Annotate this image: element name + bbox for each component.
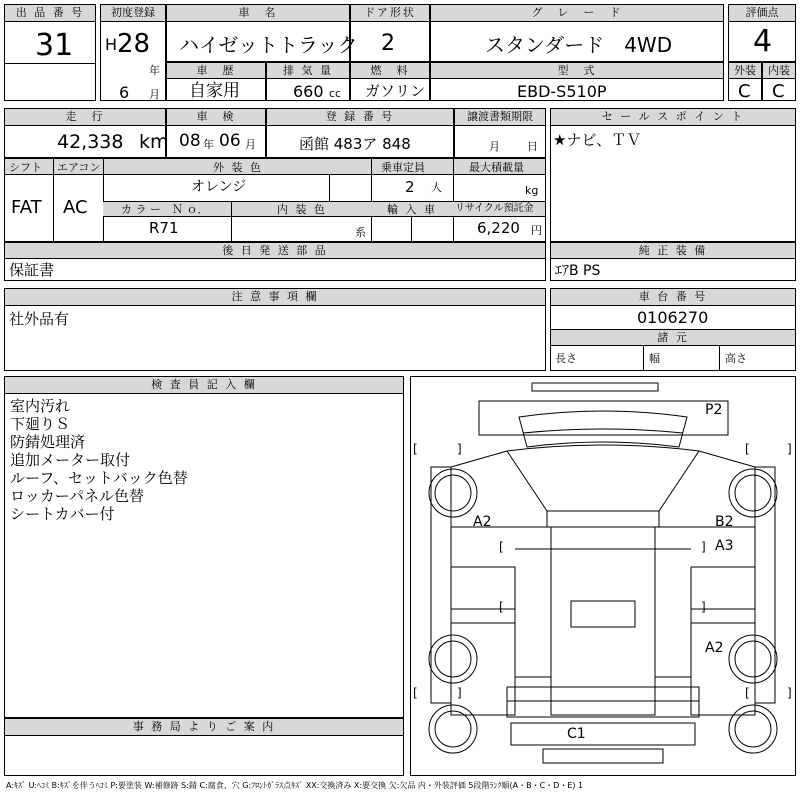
ac-value: AC [63,197,88,218]
spec-block [4,158,546,242]
interior-grade-box [762,62,796,101]
damage-diagram-box [410,376,796,776]
load-unit: kg [525,184,539,197]
import-label: 輸 入 車 [387,203,437,216]
mileage-box [4,108,169,158]
exterior-grade: C [738,81,751,102]
later-parts-label: 後 日 発 送 部 品 [5,243,545,259]
genuine-equipment-box [550,242,796,281]
door-label: ドア形状 [351,5,429,22]
svg-text:]: ] [701,540,706,554]
era: H [105,35,118,54]
svg-text:]: ] [701,600,706,614]
interior-grade: C [772,81,785,102]
svg-text:[: [ [499,600,504,614]
transfer-month-unit: 月 [489,140,500,153]
chassis-label: 車 台 番 号 [551,289,795,306]
inspection-month-unit: 月 [245,138,256,151]
later-parts-box [4,242,546,281]
score-box [728,4,796,62]
shift-label: シフト [9,161,42,174]
displacement-label: 排 気 量 [267,63,349,79]
length-label: 長さ [555,352,577,365]
inspection-label: 車 検 [167,109,265,126]
recycle-unit: 円 [531,224,542,237]
color-no-label: カ ラ ー Ｎ ｏ． [121,203,209,216]
first-reg-year: 28 [117,29,151,59]
grade-value: スタンダード 4WD [485,33,673,57]
model-label: 型 式 [431,63,723,79]
office-box [4,718,404,776]
chassis-box [550,288,796,371]
displacement-unit: cc [329,87,342,100]
mark-p2: P2 [705,402,723,418]
ac-label: エアコン [57,161,101,174]
capacity-unit: 人 [431,181,442,194]
mark-a3: A3 [715,538,734,554]
mileage-unit: km [139,131,169,153]
grade-label: グ レ ー ド [431,5,723,22]
width-label: 幅 [649,352,660,365]
car-name-box [166,4,358,62]
later-parts-value: 保証書 [9,261,55,279]
height-label: 高さ [725,352,747,365]
load-label: 最大積載量 [469,161,524,174]
int-color-unit: 系 [355,226,366,239]
chassis-number: 0106270 [637,308,709,327]
transfer-label: 譲渡書類期限 [455,109,545,126]
svg-text:[: [ [413,686,418,700]
dims-label: 諸 元 [551,330,795,346]
plate-label: 登 録 番 号 [267,109,453,126]
svg-text:[: [ [499,540,504,554]
history-value: 自家用 [189,81,240,101]
door-box [350,4,430,62]
inspection-year: 08 [179,131,201,151]
shift-value: FAT [11,197,42,218]
exterior-label: 外装 [729,63,761,79]
inspection-year-unit: 年 [203,138,214,151]
inspector-notes [10,397,188,523]
fuel-box [350,62,430,101]
displacement-value: 660 [293,82,324,101]
first-reg-label: 初度登録 [101,5,165,22]
year-unit: 年 [149,64,160,77]
inspector-note-line: ロッカーパネル色替 [10,487,144,505]
inspector-note-line: ルーフ、セットバック色替 [10,469,188,487]
mileage-label: 走 行 [5,109,165,126]
recycle-label: リサイクル預託金 [455,203,534,214]
door-value: 2 [381,31,395,56]
capacity-value: 2 [405,178,415,196]
svg-text:]: ] [457,686,462,700]
history-box [166,62,266,101]
int-color-label: 内 装 色 [277,203,327,216]
score-label: 評価点 [729,5,795,22]
inspection-box [166,108,266,158]
month-unit: 月 [149,88,160,101]
mileage-value: 42,338 [57,131,124,153]
truck-diagram [411,377,795,775]
svg-text:[: [ [745,442,750,456]
car-name: ハイゼットトラック [179,33,358,57]
displacement-box [266,62,350,101]
inspector-box [4,376,404,718]
inspection-month: 06 [219,131,241,151]
genuine-equipment-value: ｴｱB PS [555,263,601,279]
genuine-equipment-label: 純 正 装 備 [551,243,795,259]
fuel-value: ガソリン [365,82,426,100]
lot-box [4,4,96,101]
office-label: 事 務 局 よ り ご 案 内 [5,719,403,736]
ext-color-value: オレンジ [191,179,247,195]
first-reg-month: 6 [119,83,130,102]
recycle-value: 6,220 [477,219,520,237]
caution-value: 社外品有 [9,310,70,328]
svg-text:]: ] [457,442,462,456]
sales-point-box [550,108,796,242]
caution-label: 注 意 事 項 欄 [5,289,545,306]
mark-c1: C1 [567,726,586,742]
score-value: 4 [753,24,773,59]
capacity-label: 乗車定員 [381,161,425,174]
history-label: 車 歴 [167,63,265,79]
grade-box [430,4,724,62]
mark-a2-left: A2 [473,514,492,530]
transfer-day-unit: 日 [527,140,538,153]
lot-number: 31 [35,28,74,63]
exterior-grade-box [728,62,762,101]
sales-point-label: セ ー ル ス ポ イ ン ト [551,109,795,126]
mark-a2-right: A2 [705,640,724,656]
svg-text:]: ] [787,442,792,456]
color-no-value: R71 [149,219,179,237]
fuel-label: 燃 料 [351,63,429,79]
svg-text:[: [ [745,686,750,700]
legend-text: A:ｷｽﾞ U:ﾍｺﾐ B:ｷｽﾞを伴うﾍｺﾐ P:要塗装 W:補修跡 S:錆 C:腐食、穴 G:ﾌﾛﾝﾄｶﾞﾗｽ点ｷｽﾞ XX:交換済み X:要交換 欠:欠品 内・外装評価 5段階ﾗﾝｸ順(A・B・C・D・E) 1 [6,781,584,790]
svg-text:[: [ [413,442,418,456]
car-name-label: 車 名 [167,5,349,22]
transfer-box [454,108,546,158]
mark-b2: B2 [715,514,734,530]
model-box [430,62,724,101]
sales-point-text: ★ナビ、ＴＶ [553,131,642,149]
model-value: EBD-S510P [517,82,607,101]
plate-value: 函館 483ア 848 [299,135,411,153]
inspector-note-line: シートカバー付 [10,505,115,523]
inspector-note-line: 室内汚れ [10,397,71,415]
interior-label: 内装 [763,63,795,79]
caution-box [4,288,546,371]
ext-color-label: 外 装 色 [213,161,263,174]
lot-label: 出 品 番 号 [5,5,95,22]
inspector-note-line: 下廻りＳ [10,415,71,433]
first-reg-box [100,4,166,101]
plate-box [266,108,454,158]
inspector-label: 検 査 員 記 入 欄 [5,377,403,394]
svg-text:]: ] [787,686,792,700]
inspector-note-line: 追加メーター取付 [10,451,131,469]
inspector-note-line: 防錆処理済 [10,433,86,451]
